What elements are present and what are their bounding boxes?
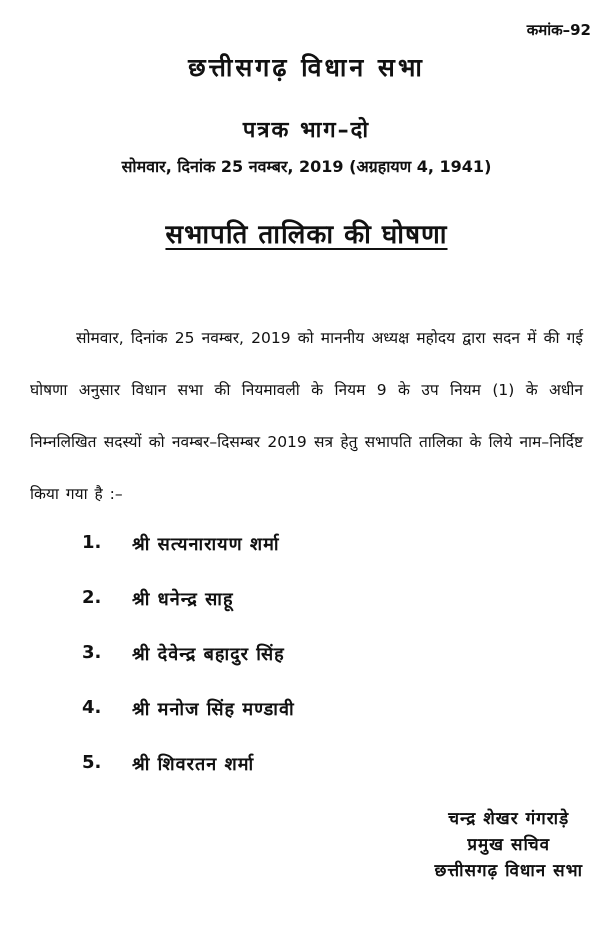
signature-block [434, 806, 583, 884]
member-list [82, 532, 295, 807]
date-line: सोमवार, दिनांक 25 नवम्बर, 2019 (अग्रहायण 4, 1941) [121, 157, 492, 176]
announcement-title: सभापति तालिका की घोषणा [165, 220, 448, 250]
member-number: 3. [82, 642, 102, 663]
member-name: श्री सत्यनारायण शर्मा [132, 534, 280, 555]
member-number: 5. [82, 752, 102, 773]
serial-number: कमांक–92 [526, 21, 591, 39]
assembly-title: छत्तीसगढ़ विधान सभा [188, 53, 425, 82]
list-item [82, 752, 295, 807]
member-name: श्री धनेन्द्र साहू [132, 589, 234, 610]
member-name: श्री मनोज सिंह मण्डावी [132, 699, 295, 720]
member-number: 1. [82, 532, 102, 553]
signatory-office: छत्तीसगढ़ विधान सभा [434, 861, 583, 881]
member-number: 4. [82, 697, 102, 718]
signatory-designation: प्रमुख सचिव [467, 835, 551, 855]
member-name: श्री देवेन्द्र बहादुर सिंह [132, 644, 285, 665]
bulletin-part-title: पत्रक भाग–दो [242, 118, 371, 143]
announcement-heading [0, 215, 613, 251]
member-name: श्री शिवरतन शर्मा [132, 754, 255, 775]
list-item [82, 697, 295, 752]
list-item [82, 642, 295, 697]
signatory-name: चन्द्र शेखर गंगराड़े [448, 809, 570, 829]
announcement-body: सोमवार, दिनांक 25 नवम्बर, 2019 को माननीय अध्यक्ष महोदय द्वारा सदन में की गई घोषणा अनुसार विधान सभा की नियमावली के नियम 9 के उप नियम (1) के अधीन निम्नलिखित सदस्यों को नवम्बर–दिसम्बर 2019 सत्र हेतु सभापति तालिका के लिये नाम–निर्दिष्ट किया गया है :– [30, 329, 583, 503]
list-item [82, 532, 295, 587]
member-number: 2. [82, 587, 102, 608]
list-item [82, 587, 295, 642]
